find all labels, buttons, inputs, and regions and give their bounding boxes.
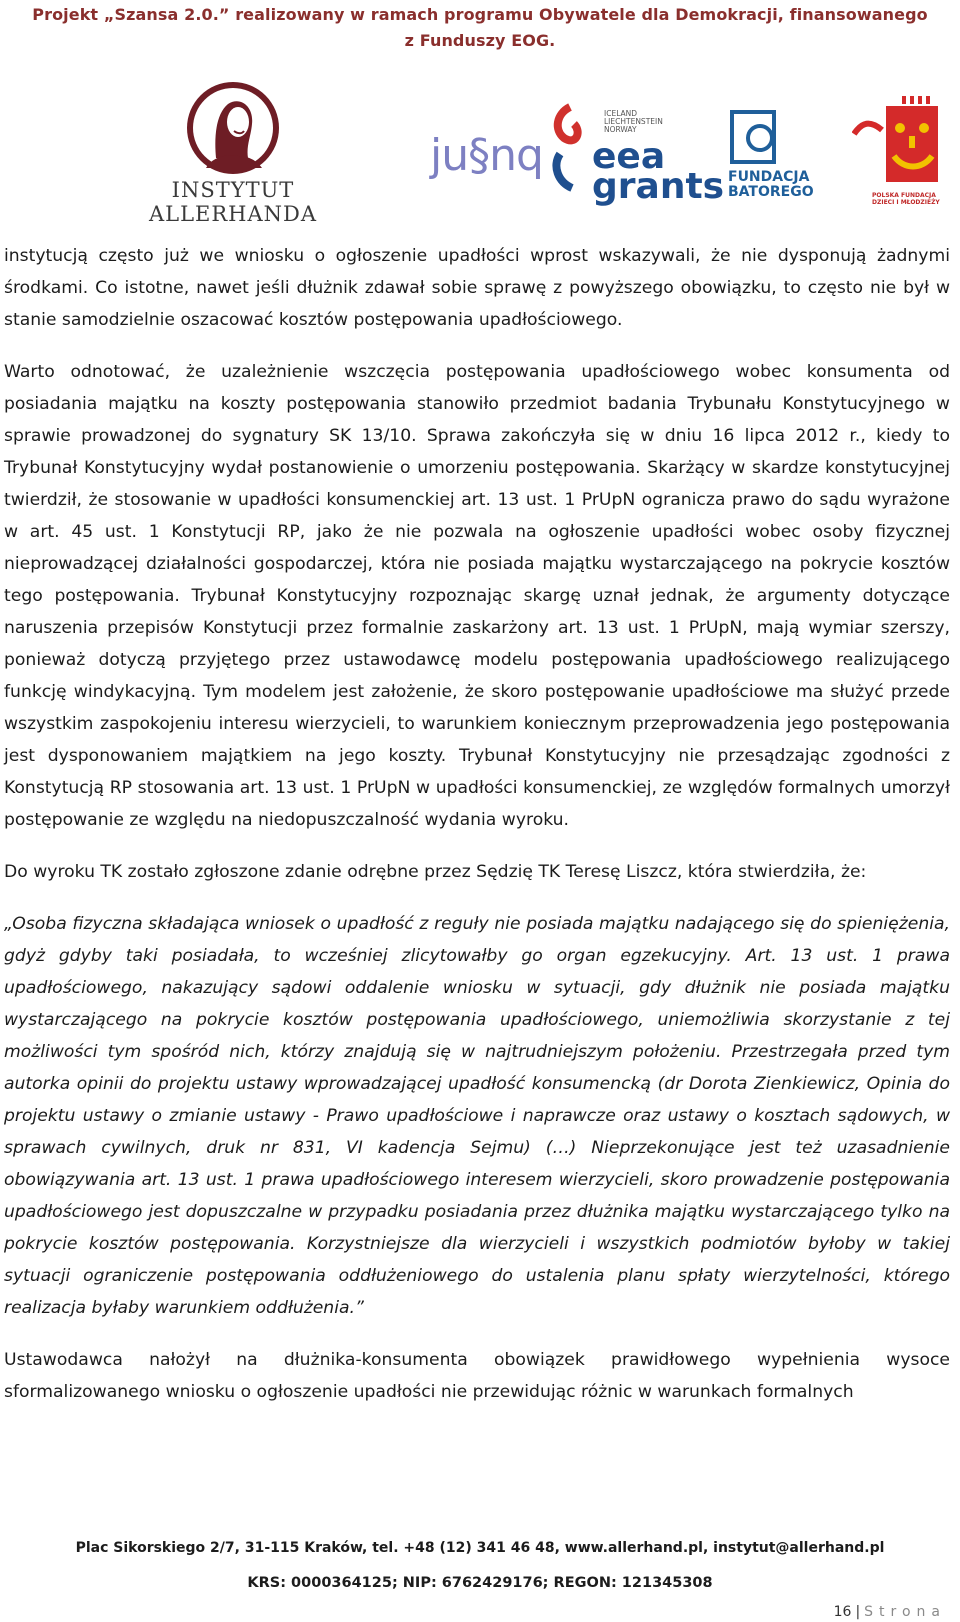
eea-country-norway: NORWAY — [604, 125, 637, 134]
paragraph-legislator: Ustawodawca nałożył na dłużnika-konsumenta obowiązek prawidłowego wypełnienia wysoce sformalizowanego wniosku o ogłoszenie upadłości nie przewidując różnic w warunkach formalnych — [4, 1350, 950, 1402]
smiley-logo-icon — [852, 94, 947, 190]
footer-address: Plac Sikorskiego 2/7, 31-115 Kraków, tel. +48 (12) 341 46 48, www.allerhand.pl, instytut@allerhand.pl — [75, 1540, 885, 1556]
paragraph-tk-case: Warto odnotować, że uzależnienie wszczęcia postępowania upadłościowego wobec konsumenta od posiadania majątku na koszty postępowania stanowiło przedmiot badania Trybunału Konstytucyjnego w sprawie prowadzonej do sygnatury SK 13/10. Sprawa zakończyła się w dniu 16 lipca 2012 r., kiedy to Trybunał Konstytucyjny wydał postanowienie o umorzeniu postępowania. Skarżący w skardze konstytucyjnej twierdził, że stosowanie w upadłości konsumenckiej art. 13 ust. 1 PrUpN ogranicza prawo do sądu wyrażone w art. 45 ust. 1 Konstytucji RP, jako że nie pozwala na ogłoszenie upadłości wobec osoby fizycznej nieprowadzącej działalności gospodarczej, która nie posiada majątku wystarczającego na pokrycie kosztów tego postępowania. Trybunał Konstytucyjny rozpoznając skargę uznał jednak, że argumenty dotyczące naruszenia przepisów Konstytucji przez formalnie zaskarżony art. 13 ust. 1 PrUpN, mają wymiar szerszy, ponieważ dotyczą przyjętego przez ustawodawcę modelu postępowania upadłościowego realizującego funkcję windykacyjną. Tym modelem jest założenie, że skoro postępowanie upadłościowe ma służyć przede wszystkim zaspokojeniu interesu wierzycieli, to warunkiem koniecznym przeprowadzenia jego postępowania jest dysponowaniem majątkiem na jego koszty. Trybunał Konstytucyjny nie przesądzając zgodności z Konstytucją RP stosowania art. 13 ust. 1 PrUpN w upadłości konsumenckiej, ze względów formalnych umorzył postępowanie ze względu na niedopuszczalność wydania wyroku. — [4, 362, 950, 830]
batory-logo-icon — [730, 110, 790, 166]
eea-wordmark-line2: grants — [592, 166, 725, 207]
page-header — [0, 2, 960, 54]
batory-logo — [726, 110, 821, 220]
allerhand-wordmark: INSTYTUT ALLERHANDA — [148, 178, 318, 226]
header-line-1: Projekt „Szansa 2.0.” realizowany w ramach programu Obywatele dla Demokracji, finansowanego — [32, 5, 928, 24]
eea-wordmark — [592, 136, 725, 207]
eea-country-iceland: ICELAND — [604, 109, 638, 118]
batory-line1: FUNDACJA — [728, 169, 810, 185]
batory-line2: BATOREGO — [728, 184, 814, 200]
logo-bar — [0, 70, 960, 225]
document-body — [4, 240, 950, 1408]
page-number — [834, 1604, 946, 1620]
jus-logo-icon: ju§nq — [430, 130, 543, 181]
eea-grants-logo — [552, 80, 725, 220]
eea-country-liechtenstein: LIECHTENSTEIN — [604, 117, 663, 126]
dissent-quote: „Osoba fizyczna składająca wniosek o upadłość z reguły nie posiada majątku nadającego się do spieniężenia, gdyż gdyby taki posiadała, to wcześniej zlicytowałby go organ egzekucyjny. Art. 13 ust. 1 prawa upadłościowego, nakazujący sądowi oddalenie wniosku w sytuacji, gdy dłużnik nie posiada majątku wystarczającego na pokrycie kosztów postępowania upadłościowego, uniemożliwia skorzystanie z tej możliwości tym spośród nich, którzy znajdują się w najtrudniejszym położeniu. Przestrzegała przed tym autorka opinii do projektu ustawy wprowadzającej upadłość konsumencką (dr Dorota Zienkiewicz, Opinia do projektu ustawy o zmianie ustawy - Prawo upadłościowe i naprawcze oraz ustawy o kosztach sądowych, w sprawach cywilnych, druk nr 831, VI kadencja Sejmu) (…) Nieprzekonujące jest też uzasadnienie obowiązywania art. 13 ust. 1 prawa upadłościowego interesem wierzycieli, skoro prowadzenie postępowania upadłościowego jest dopuszczalne w przypadku posiadania przez dłużnika majątku wystarczającego tylko na pokrycie kosztów postępowania. Korzystniejsze dla wierzycieli i wszystkich podmiotów byłoby w takiej sytuacji ograniczenie postępowania oddłużeniowego do ustalenia planu spłaty wierzytelności, którego realizacja byłaby warunkiem oddłużenia.” — [4, 914, 950, 1318]
paragraph-dissent-intro: Do wyroku TK zostało zgłoszone zdanie odrębne przez Sędzię TK Teresę Liszcz, która stwierdziła, że: — [4, 862, 867, 882]
jus-logo — [430, 130, 543, 185]
pfdm-caption-line2: DZIECI I MŁODZIEŻY — [872, 199, 940, 206]
pfdm-caption-line1: POLSKA FUNDACJA — [872, 192, 936, 199]
header-line-2: z Funduszy EOG. — [404, 31, 556, 50]
eea-countries — [604, 110, 663, 134]
page-number-value: 16 — [833, 1604, 852, 1620]
page-number-separator: | — [855, 1604, 861, 1620]
batory-wordmark — [728, 170, 814, 200]
pfdm-caption — [872, 192, 940, 206]
footer-registry: KRS: 0000364125; NIP: 6762429176; REGON: 121345308 — [247, 1575, 713, 1591]
portrait-medallion-icon — [88, 76, 378, 176]
allerhand-logo — [88, 76, 378, 226]
eea-wordmark-line1: eea — [592, 136, 666, 177]
pfdm-logo — [852, 94, 947, 209]
page-label: Strona — [864, 1604, 946, 1620]
paragraph-continuation: instytucją często już we wniosku o ogłoszenie upadłości wprost wskazywali, że nie dysponują żadnymi środkami. Co istotne, nawet jeśli dłużnik zdawał sobie sprawę z powyższego obowiązku, to często nie był w stanie samodzielnie oszacować kosztów postępowania upadłościowego. — [4, 246, 950, 330]
